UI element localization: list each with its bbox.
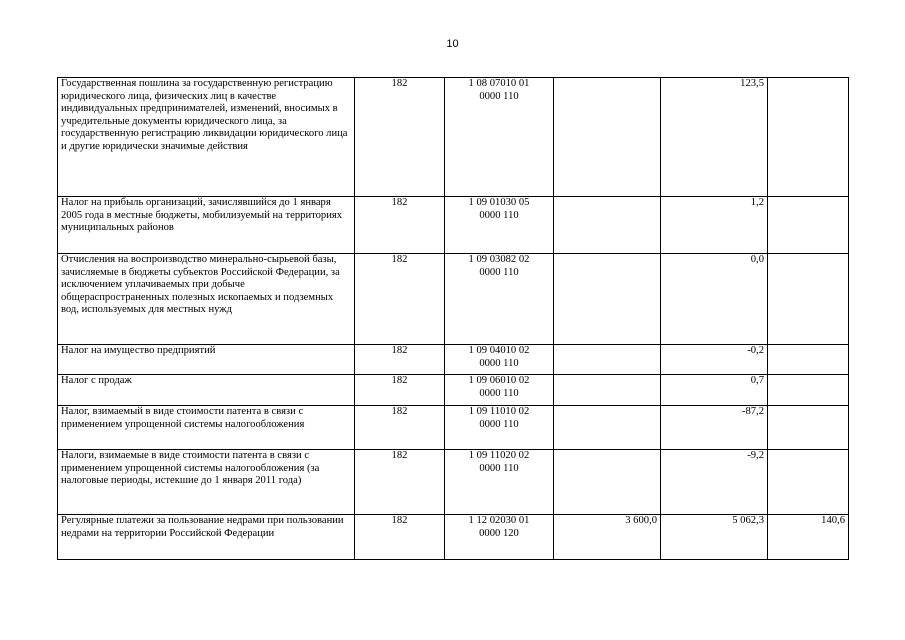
budget-code-line-2: 0000 110: [479, 209, 519, 221]
plan-cell: [554, 254, 661, 345]
table-row: [58, 254, 849, 345]
income-name-cell: Налог с продаж: [58, 375, 355, 406]
budget-code-line-2: 0000 110: [479, 462, 519, 474]
admin-code-cell: 182: [355, 254, 445, 345]
fact-cell: 1,2: [661, 197, 768, 254]
table-row: [58, 450, 849, 515]
plan-cell: [554, 406, 661, 450]
income-name-cell: Налог, взимаемый в виде стоимости патента в связи с применением упрощенной системы налогообложения: [58, 406, 355, 450]
budget-code-cell: [445, 406, 554, 450]
plan-cell: [554, 450, 661, 515]
fact-cell: 123,5: [661, 78, 768, 197]
percent-cell: [768, 375, 849, 406]
admin-code-cell: 182: [355, 78, 445, 197]
budget-code-line-2: 0000 110: [479, 357, 519, 369]
budget-code-cell: [445, 375, 554, 406]
percent-cell: [768, 406, 849, 450]
budget-code-line-1: 1 12 02030 01: [468, 515, 530, 526]
budget-code-cell: [445, 197, 554, 254]
table-row: [58, 515, 849, 560]
income-name-cell: Налог на прибыль организаций, зачислявшийся до 1 января 2005 года в местные бюджеты, мобилизуемый на территориях муниципальных районов: [58, 197, 355, 254]
fact-cell: -87,2: [661, 406, 768, 450]
admin-code-cell: 182: [355, 515, 445, 560]
budget-code-line-2: 0000 110: [479, 90, 519, 102]
admin-code-cell: 182: [355, 406, 445, 450]
table-body: [58, 78, 849, 560]
table-row: [58, 197, 849, 254]
table-row: [58, 345, 849, 375]
fact-cell: -9,2: [661, 450, 768, 515]
budget-code-line-2: 0000 110: [479, 418, 519, 430]
income-name-cell: Государственная пошлина за государственную регистрацию юридического лица, физических лиц в качестве индивидуальных предпринимателей, изменений, вносимых в учредительные документы юридического лица, за государственную регистрацию ликвидации юридического лица и другие юридически значимые действия: [58, 78, 355, 197]
budget-code-line-1: 1 09 04010 02: [468, 345, 530, 356]
budget-code-cell: [445, 78, 554, 197]
fact-cell: -0,2: [661, 345, 768, 375]
budget-code-cell: [445, 345, 554, 375]
admin-code-cell: 182: [355, 197, 445, 254]
budget-code-line-1: 1 08 07010 01: [468, 78, 530, 89]
fact-cell: 5 062,3: [661, 515, 768, 560]
budget-code-line-1: 1 09 11020 02: [468, 450, 530, 461]
budget-code-line-2: 0000 110: [479, 387, 519, 399]
percent-cell: [768, 254, 849, 345]
table-row: [58, 406, 849, 450]
budget-code-line-1: 1 09 11010 02: [468, 406, 530, 417]
plan-cell: [554, 197, 661, 254]
income-name-cell: Регулярные платежи за пользование недрами при пользовании недрами на территории Российской Федерации: [58, 515, 355, 560]
percent-cell: 140,6: [768, 515, 849, 560]
revenue-table: [57, 77, 849, 560]
income-name-cell: Налоги, взимаемые в виде стоимости патента в связи с применением упрощенной системы налогообложения (за налоговые периоды, истекшие до 1 января 2011 года): [58, 450, 355, 515]
fact-cell: 0,0: [661, 254, 768, 345]
table-row: [58, 375, 849, 406]
income-name-cell: Налог на имущество предприятий: [58, 345, 355, 375]
plan-cell: [554, 78, 661, 197]
plan-cell: [554, 375, 661, 406]
budget-code-line-2: 0000 110: [479, 266, 519, 278]
admin-code-cell: 182: [355, 375, 445, 406]
percent-cell: [768, 78, 849, 197]
percent-cell: [768, 197, 849, 254]
fact-cell: 0,7: [661, 375, 768, 406]
income-name-cell: Отчисления на воспроизводство минерально-сырьевой базы, зачисляемые в бюджеты субъектов Российской Федерации, за исключением уплачиваемых при добыче общераспространенных полезных ископаемых и подземных вод, используемых для местных нужд: [58, 254, 355, 345]
budget-code-cell: [445, 450, 554, 515]
budget-code-line-2: 0000 120: [479, 527, 519, 539]
plan-cell: [554, 345, 661, 375]
budget-code-cell: [445, 254, 554, 345]
budget-code-line-1: 1 09 01030 05: [468, 197, 530, 208]
percent-cell: [768, 345, 849, 375]
budget-code-cell: [445, 515, 554, 560]
table-row: [58, 78, 849, 197]
budget-code-line-1: 1 09 06010 02: [468, 375, 530, 386]
plan-cell: 3 600,0: [554, 515, 661, 560]
page-number: 10: [446, 38, 459, 50]
admin-code-cell: 182: [355, 450, 445, 515]
budget-code-line-1: 1 09 03082 02: [468, 254, 530, 265]
admin-code-cell: 182: [355, 345, 445, 375]
percent-cell: [768, 450, 849, 515]
